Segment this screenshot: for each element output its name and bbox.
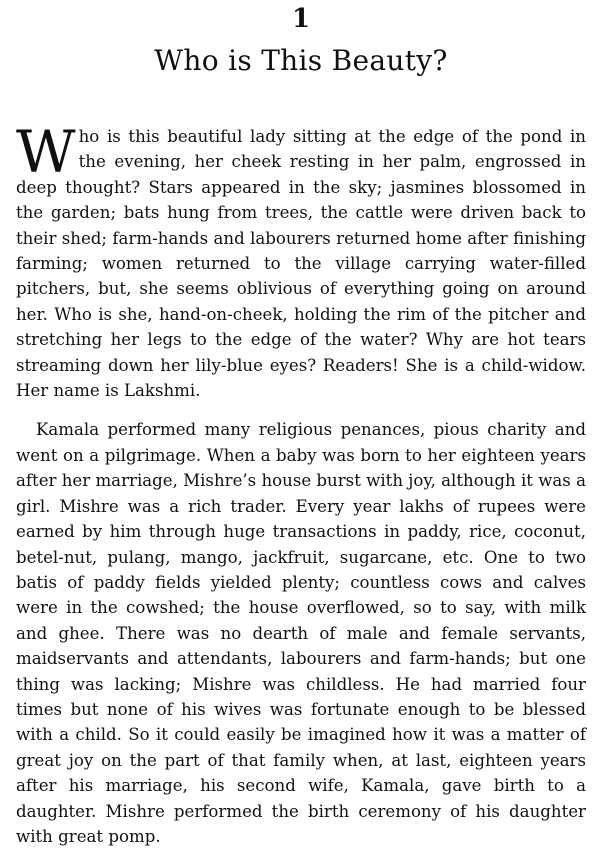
paragraph-2 <box>16 417 586 849</box>
paragraph-2-text: Kamala performed many religious penances, pious charity and went on a pilgrimage. When a baby was born to her eighteen years after her marriage, Mishre’s house burst with joy, although it was a girl. Mishre was a rich trader. Every year lakhs of rupees were earned by him through huge transactions in paddy, rice, coconut, betel-nut, pulang, mango, jackfruit, sugarcane, etc. One to two batis of paddy fields yielded plenty; countless cows and calves were in the cowshed; the house overflowed, so to say, with milk and ghee. There was no dearth of male and female servants, maidservants and attendants, labourers and farm-hands; but one thing was lacking; Mishre was childless. He had married four times but none of his wives was fortunate enough to be blessed with a child. So it could easily be imagined how it was a matter of great joy on the part of that family when, at last, eighteen years after his marriage, his second wife, Kamala, gave birth to a daughter. Mishre performed the birth ceremony of his daughter with great pomp. <box>16 420 586 846</box>
chapter-title: Who is This Beauty? <box>154 44 448 77</box>
paragraph-1 <box>16 118 586 403</box>
drop-cap: W <box>16 118 76 186</box>
paragraph-1-text: ho is this beautiful lady sitting at the edge of the pond in the evening, her cheek resting in her palm, engrossed in deep thought? Stars appeared in the sky; jasmines blossomed in the garden; bats hung from trees, the cattle were driven back to their shed; farm-hands and labourers returned home after finishing farming; women returned to the village carrying water-filled pitchers, but, she seems oblivious of everything going on around her. Who is she, hand-on-cheek, holding the rim of the pitcher and stretching her legs to the edge of the water? Why are hot tears streaming down her lily-blue eyes? Readers! She is a child-widow. Her name is Lakshmi. <box>16 127 586 401</box>
chapter-number: 1 <box>291 4 311 34</box>
